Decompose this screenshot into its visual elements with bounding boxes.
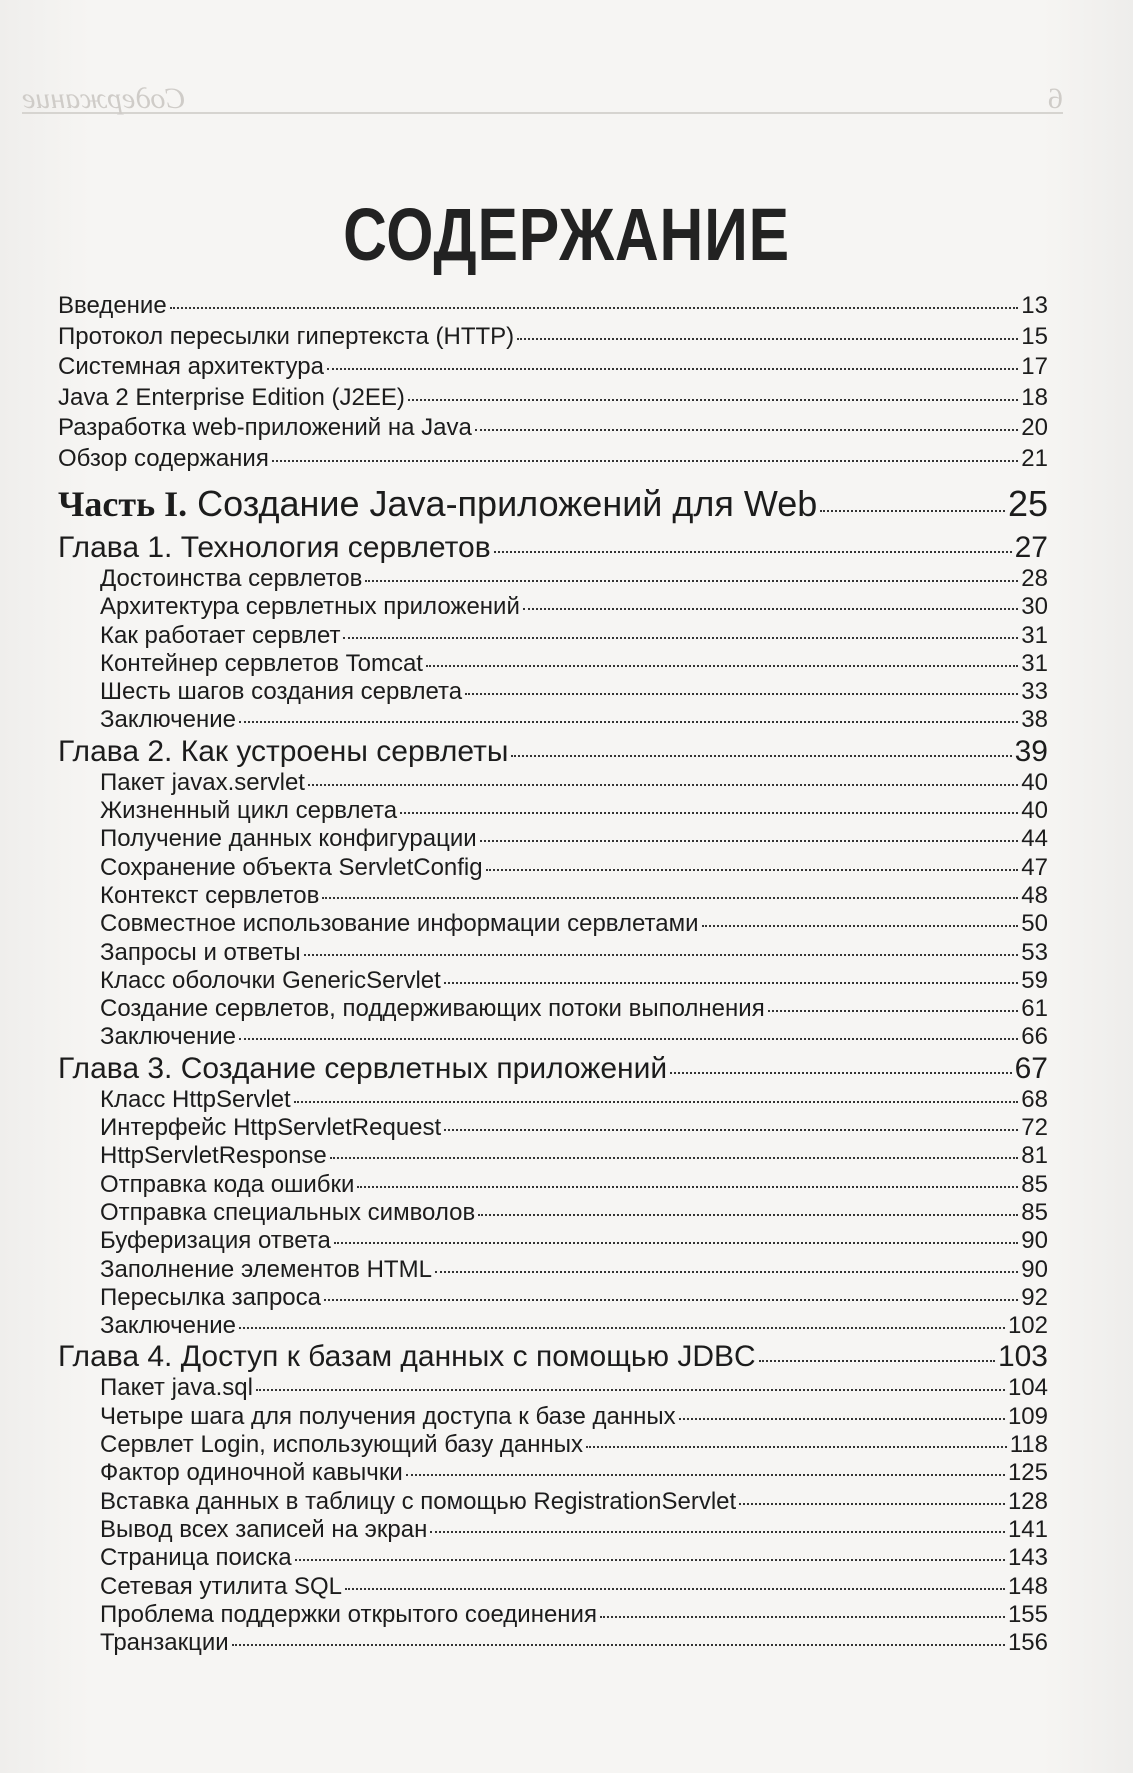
- section-entry[interactable]: [58, 1629, 1048, 1657]
- section-entry[interactable]: [58, 1023, 1048, 1051]
- section-entry[interactable]: [58, 1403, 1048, 1431]
- dot-leader: [444, 1128, 1018, 1131]
- intro-entry-title: Обзор содержания: [58, 444, 269, 472]
- dot-leader: [324, 1298, 1018, 1301]
- chapter-list: [58, 531, 1048, 1657]
- section-entry[interactable]: [58, 769, 1048, 797]
- section-entry-page-number: 90: [1021, 1255, 1048, 1283]
- section-entry[interactable]: [58, 1573, 1048, 1601]
- section-entry-page-number: 102: [1007, 1312, 1048, 1340]
- section-entry[interactable]: [58, 1312, 1048, 1340]
- section-entry-title: Вставка данных в таблицу с помощью RegistrationServlet: [100, 1487, 737, 1515]
- dot-leader: [308, 783, 1018, 786]
- section-entry[interactable]: [58, 1142, 1048, 1170]
- section-entry-title: Заключение: [100, 1023, 236, 1051]
- section-entry-page-number: 72: [1021, 1114, 1048, 1142]
- section-entry-page-number: 53: [1021, 938, 1048, 966]
- section-entry-page-number: 50: [1021, 910, 1048, 938]
- section-entry-page-number: 90: [1021, 1227, 1048, 1255]
- dot-leader: [343, 636, 1018, 639]
- section-entry-title: Пересылка запроса: [100, 1283, 321, 1311]
- section-entry[interactable]: [58, 1459, 1048, 1487]
- bleed-through-header: [22, 82, 1063, 114]
- part-page-number: 25: [1007, 483, 1048, 524]
- section-entry-title: Проблема поддержки открытого соединения: [100, 1600, 597, 1628]
- section-entry-page-number: 30: [1021, 593, 1048, 621]
- section-entry[interactable]: [58, 797, 1048, 825]
- section-entry-page-number: 38: [1021, 706, 1048, 734]
- section-entry-title: Архитектура сервлетных приложений: [100, 593, 520, 621]
- section-entry[interactable]: [58, 678, 1048, 706]
- part-label: Создание Java-приложений для Web: [197, 483, 818, 524]
- section-entry[interactable]: [58, 910, 1048, 938]
- section-entry[interactable]: [58, 1256, 1048, 1284]
- part-prefix: Часть I.: [58, 484, 188, 524]
- section-entry-page-number: 48: [1021, 881, 1048, 909]
- intro-entry-title: Разработка web-приложений на Java: [58, 414, 472, 441]
- section-entry-title: Контейнер сервлетов Tomcat: [100, 649, 423, 677]
- dot-leader: [330, 1156, 1019, 1159]
- section-entry-page-number: 85: [1021, 1170, 1048, 1198]
- section-entry-page-number: 143: [1007, 1544, 1048, 1572]
- intro-entry-page-number: 20: [1021, 414, 1048, 441]
- section-entry-title: Отправка кода ошибки: [100, 1170, 355, 1198]
- dot-leader: [523, 607, 1018, 610]
- dot-leader: [272, 459, 1018, 462]
- dot-leader: [295, 1558, 1005, 1561]
- chapter-entry-page-number: 39: [1014, 734, 1048, 768]
- section-entry-page-number: 118: [1009, 1431, 1048, 1459]
- section-entry-page-number: 61: [1021, 995, 1048, 1023]
- chapter-entry-title: Глава 1. Технология сервлетов: [58, 531, 491, 564]
- intro-entry[interactable]: [58, 384, 1048, 415]
- part-title: [58, 483, 817, 525]
- chapter-entry-page-number: 27: [1014, 531, 1048, 564]
- section-entry-page-number: 125: [1007, 1459, 1048, 1487]
- section-entry[interactable]: [58, 882, 1048, 910]
- intro-entry[interactable]: [58, 445, 1048, 476]
- section-entry-title: Заключение: [100, 1312, 236, 1340]
- section-entry[interactable]: [58, 1086, 1048, 1114]
- chapter-entry[interactable]: [58, 1052, 1048, 1086]
- section-entry-title: Заполнение элементов HTML: [100, 1255, 432, 1283]
- dot-leader: [478, 1213, 1018, 1216]
- chapter-entry-title: Глава 4. Доступ к базам данных с помощью JDBC: [58, 1340, 756, 1374]
- chapter-entry-title: Глава 2. Как устроены сервлеты: [58, 734, 509, 768]
- intro-entry-title: Java 2 Enterprise Edition (J2EE): [58, 383, 405, 411]
- dot-leader: [294, 1100, 1019, 1103]
- section-entry-page-number: 128: [1007, 1487, 1048, 1515]
- section-entry[interactable]: [58, 650, 1048, 678]
- dot-leader: [406, 1473, 1005, 1476]
- section-entry[interactable]: [58, 1171, 1048, 1199]
- dot-leader: [768, 1009, 1019, 1012]
- dot-leader: [444, 981, 1018, 984]
- dot-leader: [170, 306, 1019, 309]
- dot-leader: [430, 1530, 1005, 1533]
- section-entry-page-number: 92: [1021, 1283, 1048, 1311]
- section-entry-title: Контекст сервлетов: [100, 881, 320, 909]
- section-entry[interactable]: [58, 967, 1048, 995]
- intro-entry-page-number: 15: [1021, 322, 1048, 350]
- dot-leader: [759, 1359, 995, 1362]
- section-entry-title: Класс HttpServlet: [100, 1085, 291, 1113]
- section-entry-page-number: 81: [1021, 1142, 1048, 1170]
- section-entry[interactable]: [58, 1374, 1048, 1402]
- intro-entry[interactable]: [58, 323, 1048, 354]
- dot-leader: [256, 1388, 1005, 1391]
- intro-entry[interactable]: [58, 353, 1048, 384]
- chapter-entry-page-number: 103: [997, 1340, 1048, 1374]
- section-entry-title: Транзакции: [100, 1629, 229, 1657]
- section-entry[interactable]: [58, 1431, 1048, 1459]
- section-entry-title: HttpServletResponse: [100, 1142, 327, 1170]
- section-entry-title: Сервлет Login, использующий базу данных: [100, 1431, 583, 1459]
- intro-entry-title: Введение: [58, 292, 167, 319]
- dot-leader: [679, 1417, 1005, 1420]
- dot-leader: [670, 1071, 1012, 1074]
- section-entry[interactable]: [58, 622, 1048, 650]
- section-entry-title: Заключение: [100, 706, 236, 734]
- section-entry-page-number: 47: [1021, 853, 1048, 881]
- bleed-through-page-number: 6: [1048, 82, 1063, 115]
- section-entry-page-number: 109: [1007, 1402, 1048, 1430]
- intro-entry-page-number: 18: [1021, 383, 1048, 411]
- section-entry[interactable]: [58, 1199, 1048, 1227]
- section-entry-title: Шесть шагов создания сервлета: [100, 678, 463, 706]
- dot-leader: [365, 579, 1018, 582]
- dot-leader: [511, 754, 1011, 757]
- section-entry-page-number: 44: [1021, 825, 1048, 853]
- section-entry-title: Жизненный цикл сервлета: [100, 797, 398, 825]
- section-entry-page-number: 68: [1021, 1085, 1048, 1113]
- section-entry-title: Четыре шага для получения доступа к базе данных: [100, 1402, 676, 1430]
- bleed-through-running-head: Содержание: [22, 82, 186, 115]
- page-title: СОДЕРЖАНИЕ: [343, 193, 790, 276]
- dot-leader: [232, 1643, 1005, 1646]
- chapter-entry-title: Глава 3. Создание сервлетных приложений: [58, 1051, 668, 1085]
- dot-leader: [239, 1037, 1018, 1040]
- section-entry-page-number: 33: [1021, 678, 1048, 706]
- section-entry[interactable]: [58, 1544, 1048, 1572]
- intro-entry-title: Системная архитектура: [58, 353, 324, 380]
- dot-leader: [494, 550, 1012, 553]
- dot-leader: [345, 1587, 1005, 1590]
- section-entry-title: Пакет javax.servlet: [100, 768, 305, 796]
- dot-leader: [475, 428, 1018, 431]
- section-entry[interactable]: [58, 593, 1048, 621]
- intro-entry-page-number: 21: [1021, 444, 1048, 472]
- section-entry-page-number: 66: [1021, 1023, 1048, 1051]
- table-of-contents: [58, 292, 1048, 1657]
- section-entry-page-number: 31: [1021, 621, 1048, 649]
- section-entry[interactable]: [58, 825, 1048, 853]
- section-entry[interactable]: [58, 1488, 1048, 1516]
- section-entry-title: Интерфейс HttpServletRequest: [100, 1114, 442, 1142]
- dot-leader: [239, 1326, 1005, 1329]
- section-entry-title: Вывод всех записей на экран: [100, 1515, 428, 1543]
- section-entry-page-number: 156: [1007, 1629, 1048, 1657]
- dot-leader: [702, 924, 1019, 927]
- section-entry-title: Получение данных конфигурации: [100, 825, 477, 853]
- section-entry-page-number: 40: [1021, 797, 1048, 825]
- section-entry-title: Совместное использование информации сервлетами: [100, 910, 699, 938]
- dot-leader: [586, 1445, 1007, 1448]
- section-entry-title: Как работает сервлет: [100, 621, 341, 649]
- section-entry-title: Создание сервлетов, поддерживающих потоки выполнения: [100, 995, 765, 1023]
- part-heading[interactable]: [58, 483, 1048, 531]
- dot-leader: [357, 1185, 1018, 1188]
- section-entry-page-number: 141: [1007, 1515, 1048, 1543]
- section-entry-title: Отправка специальных символов: [100, 1198, 476, 1226]
- section-entry-title: Пакет java.sql: [100, 1374, 253, 1402]
- intro-entry-title: Протокол пересылки гипертекста (HTTP): [58, 322, 515, 350]
- section-entry[interactable]: [58, 995, 1048, 1023]
- section-entry[interactable]: [58, 854, 1048, 882]
- dot-leader: [400, 811, 1018, 814]
- section-entry[interactable]: [58, 706, 1048, 734]
- section-entry-title: Запросы и ответы: [100, 938, 301, 966]
- section-entry-title: Фактор одиночной кавычки: [100, 1459, 403, 1487]
- section-entry[interactable]: [58, 1601, 1048, 1629]
- chapter-entry-page-number: 67: [1014, 1051, 1048, 1085]
- section-entry-title: Сетевая утилита SQL: [100, 1572, 343, 1600]
- dot-leader: [600, 1615, 1005, 1618]
- dot-leader: [239, 720, 1018, 723]
- chapter-entry[interactable]: [58, 531, 1048, 565]
- dot-leader: [334, 1241, 1018, 1244]
- section-entry-page-number: 148: [1007, 1572, 1048, 1600]
- dot-leader: [304, 953, 1019, 956]
- dot-leader: [322, 896, 1018, 899]
- intro-list: [58, 292, 1048, 475]
- dot-leader: [820, 509, 1005, 512]
- dot-leader: [517, 337, 1018, 340]
- dot-leader: [480, 839, 1019, 842]
- section-entry-page-number: 104: [1007, 1374, 1048, 1402]
- intro-entry[interactable]: [58, 414, 1048, 445]
- section-entry-page-number: 40: [1021, 768, 1048, 796]
- dot-leader: [327, 367, 1018, 370]
- section-entry-page-number: 59: [1021, 966, 1048, 994]
- intro-entry[interactable]: [58, 292, 1048, 323]
- dot-leader: [739, 1502, 1005, 1505]
- chapter-entry[interactable]: [58, 735, 1048, 769]
- dot-leader: [435, 1270, 1018, 1273]
- section-entry-page-number: 31: [1021, 649, 1048, 677]
- section-entry-title: Страница поиска: [100, 1544, 292, 1572]
- section-entry[interactable]: [58, 1227, 1048, 1255]
- section-entry[interactable]: [58, 939, 1048, 967]
- section-entry-page-number: 28: [1021, 565, 1048, 592]
- dot-leader: [486, 868, 1019, 871]
- intro-entry-page-number: 17: [1021, 353, 1048, 380]
- section-entry[interactable]: [58, 565, 1048, 593]
- dot-leader: [408, 398, 1018, 401]
- section-entry-title: Буферизация ответа: [100, 1227, 331, 1255]
- section-entry-page-number: 155: [1007, 1600, 1048, 1628]
- intro-entry-page-number: 13: [1021, 292, 1048, 319]
- dot-leader: [465, 692, 1018, 695]
- section-entry-title: Класс оболочки GenericServlet: [100, 966, 441, 994]
- chapter-entry[interactable]: [58, 1340, 1048, 1374]
- dot-leader: [426, 664, 1018, 667]
- section-entry[interactable]: [58, 1284, 1048, 1312]
- section-entry[interactable]: [58, 1516, 1048, 1544]
- section-entry-title: Сохранение объекта ServletConfig: [100, 853, 483, 881]
- section-entry-page-number: 85: [1021, 1198, 1048, 1226]
- section-entry-title: Достоинства сервлетов: [100, 565, 363, 592]
- section-entry[interactable]: [58, 1114, 1048, 1142]
